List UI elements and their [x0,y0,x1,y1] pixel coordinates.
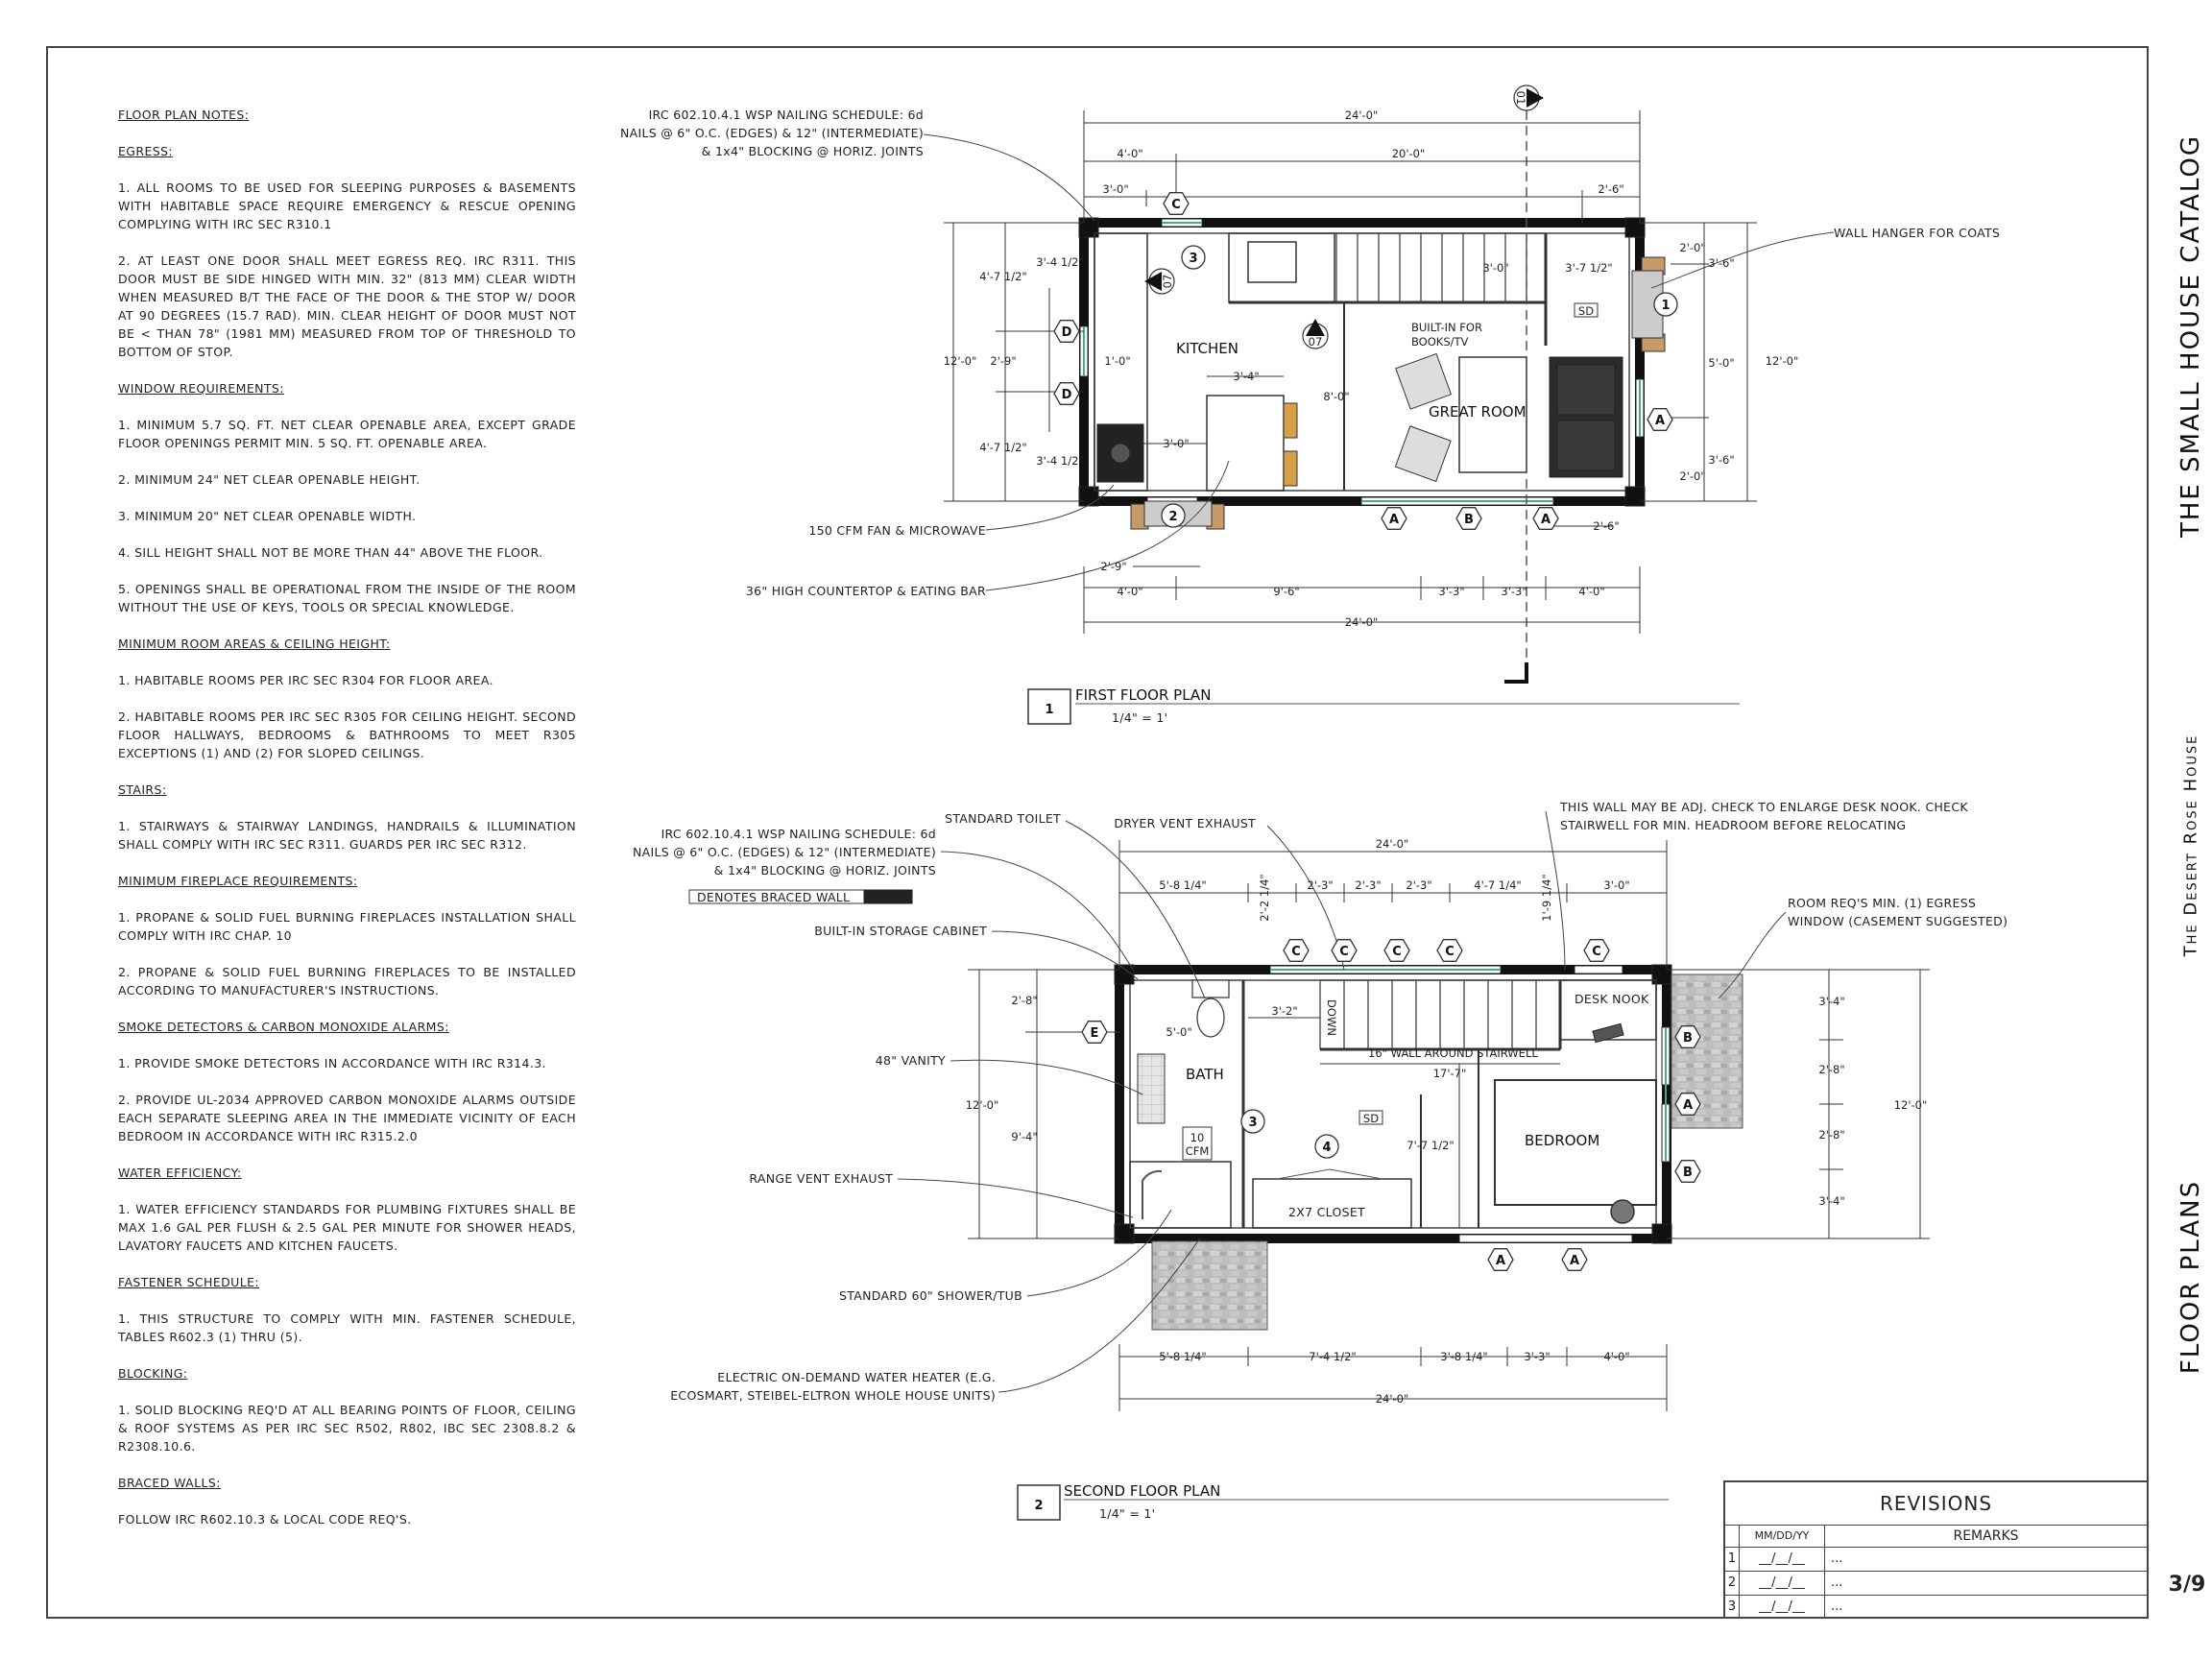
coats-callout: WALL HANGER FOR COATS [1834,226,2001,240]
ff-dim-bot-e: 3'-3" [1501,585,1527,598]
sf-dim-bed-h: 7'-7 1/2" [1407,1139,1455,1152]
ff-dim-k-lower: 3'-4 1/2" [1036,454,1084,468]
svg-text:07: 07 [1308,335,1323,349]
second-floor-dimension-lines [965,840,1930,1411]
window-tag-c [1584,940,1609,962]
ff-dim-top-right-small: 2'-6" [1598,182,1624,196]
ff-dim-bot-d: 3'-3" [1438,585,1465,598]
door-tag-n3 [1241,1110,1264,1133]
svg-text:3: 3 [1248,1116,1258,1130]
note-heading: FLOOR PLAN NOTES: [118,108,250,122]
revision-number: 1 [1725,1548,1740,1571]
svg-text:C: C [1445,945,1455,959]
sf-dim-bath-w: 5'-0" [1166,1025,1192,1039]
svg-text:4: 4 [1322,1141,1332,1155]
revision-date: __/__/__ [1740,1548,1825,1571]
window-tag-d [1054,383,1079,405]
ff-dim-bot-c: 9'-6" [1273,585,1300,598]
sf-dim-t6: 4'-7 1/4" [1474,878,1522,892]
ff-dim-k-upper: 3'-4 1/2" [1036,255,1084,269]
ff-smoke-detector: SD [1577,304,1595,318]
note-heading: WINDOW REQUIREMENTS: [118,381,284,396]
countertop-callout: 36" HIGH COUNTERTOP & EATING BAR [745,584,986,598]
sf-dim-r4: 3'-4" [1818,1194,1845,1208]
note-paragraph: 1. HABITABLE ROOMS PER IRC SEC R304 FOR FLOOR AREA. [118,673,493,687]
sf-dim-overall: 24'-0" [1375,837,1409,851]
braced-wall-legend: DENOTES BRACED WALL [697,890,851,904]
first-floor-leader-lines [924,134,1834,590]
sf-dim-height: 12'-0" [965,1098,999,1112]
door-tag-n4 [1315,1135,1338,1158]
note-paragraph: 1. SOLID BLOCKING REQ'D AT ALL BEARING POINTS OF FLOOR, CEILING & ROOF SYSTEMS AS PER IRC SEC R502, R802, IBC SEC 2308.8.2 & R2308.10.6. [118,1403,576,1454]
second-floor-stairs [1320,980,1560,1049]
sf-dim-t4: 2'-3" [1355,878,1382,892]
ff-dim-k-mid: 1'-0" [1104,354,1131,368]
sf-dim-l1: 2'-8" [1011,994,1038,1007]
svg-text:A: A [1388,513,1400,527]
note-paragraph: 2. MINIMUM 24" NET CLEAR OPENABLE HEIGHT. [118,472,421,487]
window-tag-b [1675,1161,1700,1183]
ff-dim-top-right: 20'-0" [1391,147,1426,160]
ff-dim-bot-overall: 24'-0" [1344,615,1379,629]
ff-dim-bot-b: 4'-0" [1117,585,1143,598]
house-name [2172,691,2210,998]
window-tag-c [1437,940,1462,962]
svg-text:A: A [1569,1254,1580,1268]
note-heading: STAIRS: [118,782,167,797]
revision-remark: ... [1831,1551,1843,1566]
range-callout: RANGE VENT EXHAUST [749,1171,893,1186]
ff-nailing-note-line-2: NAILS @ 6" O.C. (EDGES) & 12" (INTERMEDIATE) [619,126,924,140]
sf-plan-scale: 1/4" = 1' [1099,1506,1156,1521]
section-title [2172,1152,2210,1402]
ff-dim-r-d: 3'-6" [1708,453,1735,467]
note-paragraph: 3. MINIMUM 20" NET CLEAR OPENABLE WIDTH. [118,509,417,523]
svg-text:2: 2 [1168,510,1178,524]
svg-text:C: C [1339,945,1349,959]
window-tag-d [1054,321,1079,343]
bedroom-label: BEDROOM [1525,1132,1600,1149]
svg-text:E: E [1090,1026,1099,1041]
door-tag-n1 [1654,293,1677,316]
note-heading: MINIMUM ROOM AREAS & CEILING HEIGHT: [118,637,391,651]
svg-text:C: C [1171,198,1181,212]
ff-dim-top-small: 3'-0" [1102,182,1129,196]
section-marker-d01 [1514,85,1544,110]
cfm-fan-1: 10 [1190,1131,1205,1144]
sf-dim-t1: 5'-8 1/4" [1159,878,1207,892]
revision-number: 2 [1725,1572,1740,1595]
svg-text:1: 1 [1661,299,1671,313]
house-name-text: The Desert Rose House [2180,733,2201,956]
ff-dim-height: 12'-0" [943,354,977,368]
shower-callout: STANDARD 60" SHOWER/TUB [839,1288,1022,1303]
svg-text:D: D [1061,388,1072,402]
revision-number: 3 [1725,1596,1740,1619]
sf-dim-t5: 2'-3" [1406,878,1432,892]
note-paragraph: 1. PROVIDE SMOKE DETECTORS IN ACCORDANCE WITH IRC R314.3. [118,1056,546,1070]
sf-nailing-note-line-2: NAILS @ 6" O.C. (EDGES) & 12" (INTERMEDIATE) [632,845,936,859]
svg-text:B: B [1683,1166,1693,1180]
ff-dim-st-b: 3'-7 1/2" [1565,261,1613,275]
section-marker-d07 [1303,319,1328,349]
svg-text:C: C [1592,945,1601,959]
note-heading: FASTENER SCHEDULE: [118,1275,259,1289]
svg-text:B: B [1464,513,1474,527]
sf-dim-b3: 3'-8 1/4" [1440,1350,1488,1363]
heater-callout-1: ELECTRIC ON-DEMAND WATER HEATER (E.G. [717,1370,996,1384]
note-paragraph: 2. PROPANE & SOLID FUEL BURNING FIREPLACES TO BE INSTALLED ACCORDING TO MANUFACTURER'S INSTRUCTIONS. [118,965,576,998]
revisions-remarks-header: REMARKS [1953,1528,2019,1544]
note-heading: MINIMUM FIREPLACE REQUIREMENTS: [118,874,358,888]
revision-row [1725,1572,2147,1596]
toilet-callout: STANDARD TOILET [945,811,1061,826]
door-tag-n3 [1182,246,1205,269]
cfm-fan-2: CFM [1185,1144,1210,1158]
ff-dim-left-lower: 4'-7 1/2" [979,441,1027,454]
revision-date: __/__/__ [1740,1596,1825,1619]
sf-dim-t2: 2'-2 1/4" [1258,874,1271,922]
egress-callout-1: ROOM REQ'S MIN. (1) EGRESS [1788,896,1977,910]
door-tag-n2 [1162,504,1185,527]
sf-nailing-note-line-3: & 1x4" BLOCKING @ HORIZ. JOINTS [713,863,936,878]
builtin-label-1: BUILT-IN FOR [1411,321,1482,334]
ff-dim-overall: 24'-0" [1344,108,1379,122]
sf-dim-bot-overall: 24'-0" [1375,1392,1409,1406]
ff-dim-bot-f: 4'-0" [1578,585,1605,598]
ff-dim-height-right: 12'-0" [1765,354,1799,368]
second-floor-plan [689,811,1930,1520]
window-tag-c [1384,940,1409,962]
window-tag-a [1562,1249,1587,1271]
note-paragraph: 2. PROVIDE UL-2034 APPROVED CARBON MONOXIDE ALARMS OUTSIDE EACH SEPARATE SLEEPING AREA IN THE IMMEDIATE VICINITY OF EACH BEDROOM IN ACCORDANCE WITH IRC R315.2.0 [118,1093,576,1143]
note-heading: SMOKE DETECTORS & CARBON MONOXIDE ALARMS: [118,1020,449,1034]
revisions-date-header: MM/DD/YY [1740,1526,1825,1547]
note-heading: EGRESS: [118,144,174,158]
note-paragraph: 1. ALL ROOMS TO BE USED FOR SLEEPING PURPOSES & BASEMENTS WITH HABITABLE SPACE REQUIRE EMERGENCY & RESCUE OPENING COMPLYING WITH IRC SEC R310.1 [118,180,576,231]
note-paragraph: 4. SILL HEIGHT SHALL NOT BE MORE THAN 44" ABOVE THE FLOOR. [118,545,543,560]
svg-text:3: 3 [1189,252,1198,266]
vanity-callout: 48" VANITY [875,1053,946,1068]
sf-dim-b4: 3'-3" [1524,1350,1551,1363]
svg-text:A: A [1495,1254,1506,1268]
builtin-label-2: BOOKS/TV [1411,335,1469,349]
second-floor-leader-lines [898,811,1786,1392]
revision-date: __/__/__ [1740,1572,1825,1595]
sf-dim-l2: 9'-4" [1011,1130,1038,1143]
sf-dim-height-right: 12'-0" [1893,1098,1928,1112]
note-paragraph: 2. HABITABLE ROOMS PER IRC SEC R305 FOR CEILING HEIGHT. SECOND FLOOR HALLWAYS, BEDROOMS & BATHROOMS TO MEET R305 EXCEPTIONS (1) AND (2) FOR SLOPED CEILINGS. [118,709,576,760]
svg-text:A: A [1654,414,1666,428]
note-heading: BRACED WALLS: [118,1476,221,1490]
ff-dim-left-mid: 2'-9" [990,354,1017,368]
ff-dim-r-e: 2'-0" [1679,469,1706,483]
svg-text:A: A [1540,513,1551,527]
kitchen-label: KITCHEN [1176,340,1238,357]
heater-callout-2: ECOSMART, STEIBEL-ELTRON WHOLE HOUSE UNITS) [670,1388,996,1403]
stairs-down-label: DOWN [1325,999,1338,1036]
sf-dim-b1: 5'-8 1/4" [1159,1350,1207,1363]
fan-microwave-callout: 150 CFM FAN & MICROWAVE [808,523,986,538]
sf-dim-r3: 2'-8" [1818,1128,1845,1142]
note-paragraph: 2. AT LEAST ONE DOOR SHALL MEET EGRESS REQ. IRC R311. THIS DOOR MUST BE SIDE HINGED WITH MIN. 32" (813 MM) CLEAR WIDTH WHEN MEASURED B/T THE FACE OF THE DOOR & THE STOP W/ DOOR AT 90 DEGREES (15.7 RAD). MIN. CLEAR HEIGHT OF DOOR MUST NOT BE < THAN 78" (1981 MM) MEASURED FROM TOP OF THRESHOLD TO BOTTOM OF STOP. [118,253,576,359]
sf-dim-r2: 2'-8" [1818,1063,1845,1076]
closet-label: 2X7 CLOSET [1288,1205,1365,1219]
ff-dim-bar-w: 3'-4" [1233,370,1260,383]
revision-row [1725,1548,2147,1572]
second-floor-labels [633,800,2008,1521]
note-paragraph: 1. MINIMUM 5.7 SQ. FT. NET CLEAR OPENABLE AREA, EXCEPT GRADE FLOOR OPENINGS PERMIT MIN. 5 SQ. FT. OPENABLE AREA. [118,418,576,450]
sf-dim-t7: 1'-9 1/4" [1540,874,1553,922]
wall-adj-callout-2: STAIRWELL FOR MIN. HEADROOM BEFORE RELOCATING [1560,818,1907,832]
sf-dim-stair-len: 17'-7" [1432,1067,1467,1080]
note-heading: WATER EFFICIENCY: [118,1166,242,1180]
bath-label: BATH [1186,1066,1224,1083]
storage-callout: BUILT-IN STORAGE CABINET [814,924,987,938]
desk-nook-label: DESK NOOK [1575,992,1649,1006]
window-tag-a [1533,508,1558,530]
ff-nailing-note-line-3: & 1x4" BLOCKING @ HORIZ. JOINTS [701,144,924,158]
svg-text:C: C [1392,945,1402,959]
note-paragraph: 1. PROPANE & SOLID FUEL BURNING FIREPLACES INSTALLATION SHALL COMPLY WITH IRC CHAP. 10 [118,910,576,943]
sf-dim-b2: 7'-4 1/2" [1309,1350,1357,1363]
egress-callout-2: WINDOW (CASEMENT SUGGESTED) [1788,914,2008,928]
window-tag-a [1647,409,1672,431]
ff-dim-r-b: 3'-6" [1708,256,1735,270]
sf-smoke-detector: SD [1362,1112,1380,1125]
first-floor-interior-line [1094,233,1629,491]
ff-dim-gr-h: 8'-0" [1323,390,1350,403]
ff-dim-top-left: 4'-0" [1117,147,1143,160]
svg-text:01: 01 [1514,90,1527,106]
note-paragraph: FOLLOW IRC R602.10.3 & LOCAL CODE REQ'S. [118,1512,412,1527]
sf-plan-number: 2 [1034,1499,1044,1513]
revisions-table [1723,1480,2149,1619]
catalog-title-text: THE SMALL HOUSE CATALOG [2176,133,2206,539]
svg-text:C: C [1291,945,1301,959]
svg-text:07: 07 [1161,274,1174,289]
ff-dim-bot-a: 2'-9" [1100,560,1127,573]
revision-remark: ... [1831,1599,1843,1614]
revision-remark: ... [1831,1575,1843,1590]
wall-around-stairwell-label: 16" WALL AROUND STAIRWELL [1368,1046,1538,1060]
window-tag-b [1456,508,1481,530]
sf-dim-t3: 2'-3" [1307,878,1334,892]
ff-dim-br-a: 2'-6" [1593,519,1620,533]
ff-dim-r-c: 5'-0" [1708,356,1735,370]
ff-plan-scale: 1/4" = 1' [1112,710,1168,725]
window-tag-a [1382,508,1407,530]
sf-dim-r1: 3'-4" [1818,995,1845,1008]
ff-dim-bar-h: 3'-0" [1163,437,1190,450]
svg-text:B: B [1683,1031,1693,1046]
svg-text:A: A [1682,1098,1694,1113]
note-paragraph: 1. THIS STRUCTURE TO COMPLY WITH MIN. FASTENER SCHEDULE, TABLES R602.3 (1) THRU (5). [118,1311,576,1344]
great-room-label: GREAT ROOM [1429,403,1527,421]
note-heading: BLOCKING: [118,1366,188,1381]
window-tag-c [1332,940,1357,962]
ff-dim-st-a: 3'-0" [1482,261,1509,275]
ff-dim-left-upper: 4'-7 1/2" [979,270,1027,283]
sf-dim-t8: 3'-0" [1603,878,1630,892]
ff-plan-title: FIRST FLOOR PLAN [1075,686,1212,704]
revision-row [1725,1596,2147,1619]
sf-dim-b5: 4'-0" [1603,1350,1630,1363]
dryer-callout: DRYER VENT EXHAUST [1114,816,1256,830]
svg-text:D: D [1061,325,1072,340]
window-tag-a [1675,1094,1700,1116]
sheet-number: 3/9 [2168,1573,2206,1597]
ff-plan-number: 1 [1045,703,1054,717]
note-paragraph: 5. OPENINGS SHALL BE OPERATIONAL FROM THE INSIDE OF THE ROOM WITHOUT THE USE OF KEYS, TOOLS OR SPECIAL KNOWLEDGE. [118,582,576,614]
window-tag-e [1082,1022,1107,1044]
first-floor-plan [924,110,1834,724]
window-tag-c [1164,193,1189,215]
first-floor-labels [620,108,2000,725]
first-floor-dimension-lines [944,110,1757,634]
window-tag-c [1284,940,1309,962]
ff-nailing-note-line-1: IRC 602.10.4.1 WSP NAILING SCHEDULE: 6d [648,108,924,122]
note-paragraph: 1. STAIRWAYS & STAIRWAY LANDINGS, HANDRAILS & ILLUMINATION SHALL COMPLY WITH IRC SEC R311. GUARDS PER IRC SEC R312. [118,819,576,852]
sf-dim-hall: 3'-2" [1271,1004,1298,1018]
section-title-text: FLOOR PLANS [2176,1179,2205,1375]
section-marker-d07 [1144,269,1174,294]
first-floor-stairs [1336,233,1546,302]
window-tag-a [1488,1249,1513,1271]
catalog-title [2172,106,2210,566]
window-tag-b [1675,1026,1700,1048]
sf-plan-title: SECOND FLOOR PLAN [1064,1482,1221,1500]
sf-nailing-note-line-1: IRC 602.10.4.1 WSP NAILING SCHEDULE: 6d [661,827,936,841]
ff-dim-r-a: 2'-0" [1679,241,1706,254]
note-paragraph: 1. WATER EFFICIENCY STANDARDS FOR PLUMBING FIXTURES SHALL BE MAX 1.6 GAL PER FLUSH & 2.5 GAL PER MINUTE FOR SHOWER HEADS, LAVATORY FAUCETS AND KITCHEN FAUCETS. [118,1202,576,1253]
revisions-header [1725,1526,2147,1548]
revisions-title: REVISIONS [1725,1482,2147,1526]
wall-adj-callout-1: THIS WALL MAY BE ADJ. CHECK TO ENLARGE DESK NOOK. CHECK [1560,800,1968,814]
